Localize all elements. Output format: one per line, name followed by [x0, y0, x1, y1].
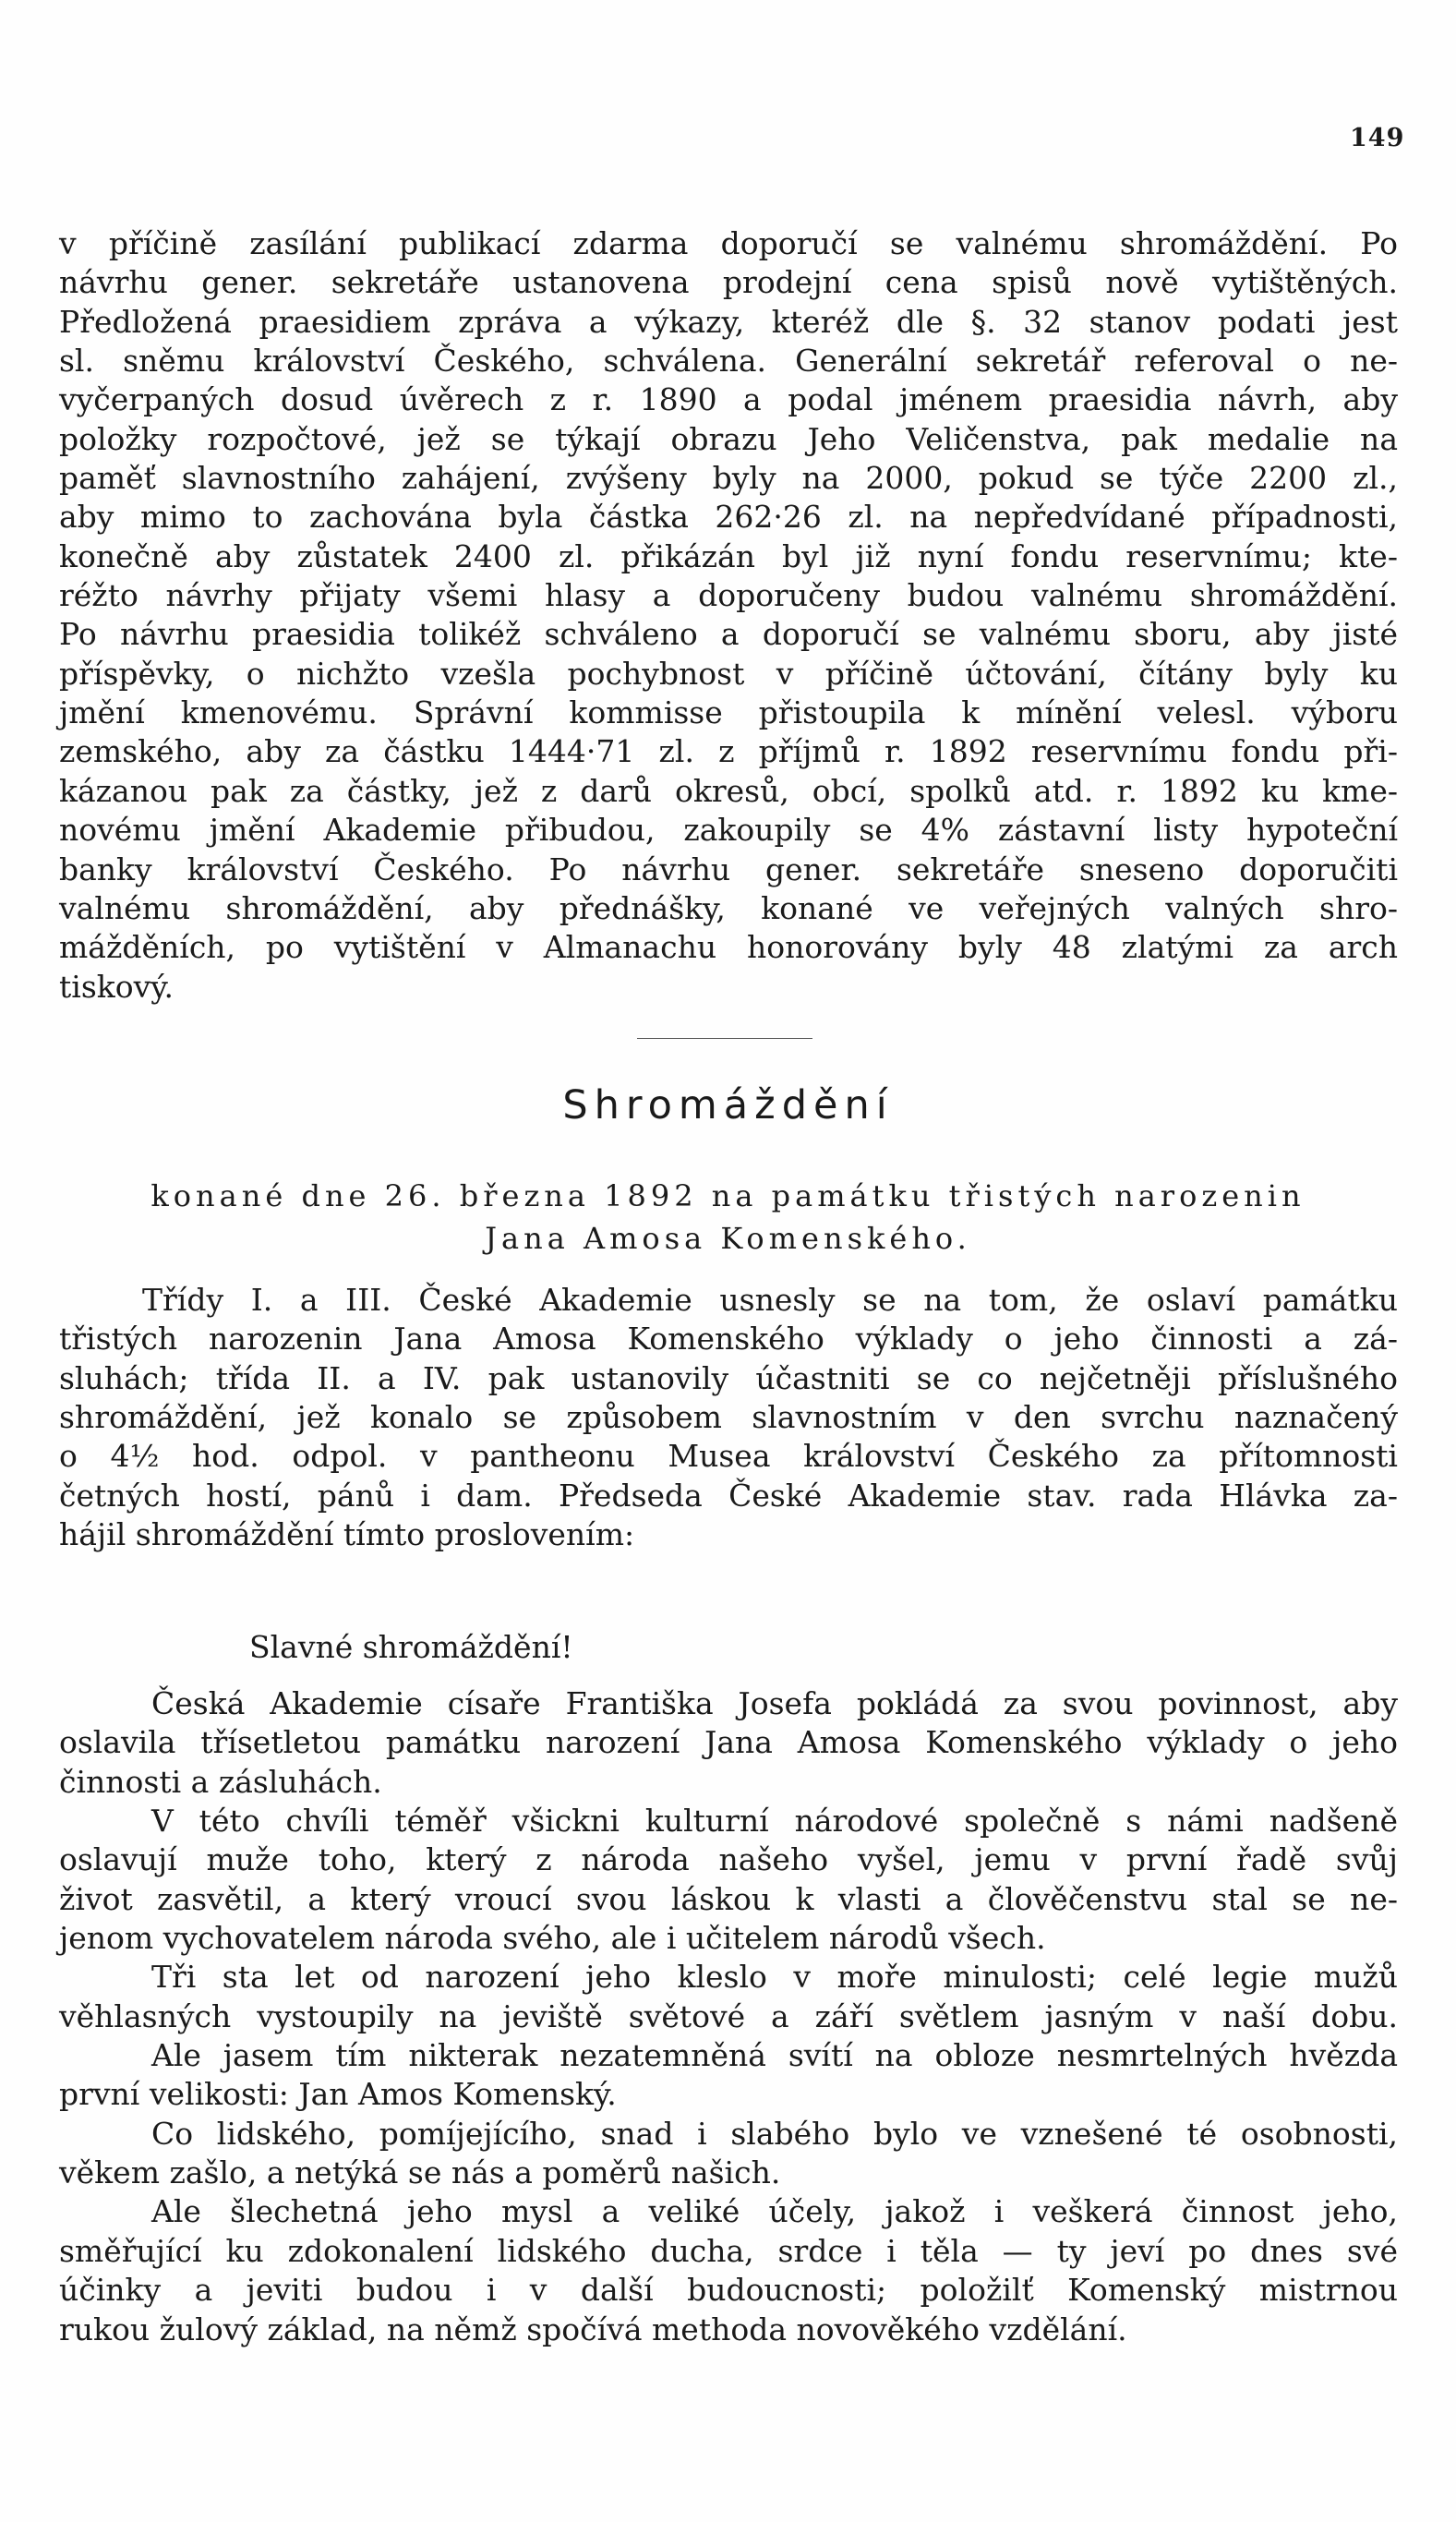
speech-salutation: Slavné shromáždění!	[249, 1629, 573, 1665]
text-line: první velikosti: Jan Amos Komenský.	[59, 2076, 617, 2113]
text-line: Předložená praesidiem zpráva a výkazy, kteréž dle §. 32 stanov podati jest	[59, 303, 1398, 340]
section-subheading-line-2: Jana Amosa Komenského.	[485, 1221, 971, 1256]
text-line: kázanou pak za částky, jež z darů okresů, obcí, spolků atd. r. 1892 ku kme-	[59, 772, 1398, 809]
text-line: účinky a jeviti budou i v další budoucnosti; položilť Komenský mistrnou	[59, 2272, 1398, 2309]
paragraph-commission-report	[59, 224, 1398, 1007]
text-line: o 4½ hod. odpol. v pantheonu Musea království Českého za přítomnosti	[59, 1438, 1398, 1475]
text-line: novému jmění Akademie přibudou, zakoupily se 4% zástavní listy hypoteční	[59, 812, 1398, 849]
text-line: oslavují muže toho, který z národa našeho vyšel, jemu v první řadě svůj	[59, 1841, 1398, 1878]
text-line: hájil shromáždění tímto proslovením:	[59, 1516, 635, 1553]
text-line: věhlasných vystoupily na jeviště světové a září světlem jasným v naší dobu.	[59, 1997, 1398, 2034]
text-line: valnému shromáždění, aby přednášky, konané ve veřejných valných shro-	[59, 889, 1398, 926]
text-line: jmění kmenovému. Správní kommisse přistoupila k mínění velesl. výboru	[59, 694, 1398, 731]
text-line: réžto návrhy přijaty všemi hlasy a doporučeny budou valnému shromáždění.	[59, 577, 1398, 614]
text-line: směřující ku zdokonalení lidského ducha, srdce i těla — ty jeví po dnes své	[59, 2232, 1398, 2269]
section-subheading-line-1: konané dne 26. března 1892 na památku třistých narozenin	[150, 1178, 1306, 1213]
text-line: sluhách; třída II. a IV. pak ustanovily účastniti se co nejčetněji příslušného	[59, 1359, 1398, 1396]
text-line: Tři sta let od narození jeho kleslo v moře minulosti; celé legie mužů	[151, 1959, 1398, 1996]
text-line: vyčerpaných dosud úvěrech z r. 1890 a podal jménem praesidia návrh, aby	[59, 381, 1398, 418]
text-line: věkem zašlo, a netýká se nás a poměrů našich.	[59, 2154, 781, 2191]
text-line: Po návrhu praesidia tolikéž schváleno a doporučí se valnému sboru, aby jisté	[59, 616, 1398, 653]
text-line: shromáždění, jež konalo se způsobem slavnostním v den svrchu naznačený	[59, 1399, 1398, 1436]
text-line: konečně aby zůstatek 2400 zl. přikázán byl již nyní fondu reservnímu; kte-	[59, 537, 1398, 574]
text-line: aby mimo to zachována byla částka 262·26 zl. na nepředvídané případnosti,	[59, 499, 1398, 536]
text-line: mážděních, po vytištění v Almanachu honorovány byly 48 zlatými za arch	[59, 929, 1398, 966]
text-line: položky rozpočtové, jež se týkají obrazu Jeho Veličenstva, pak medalie na	[59, 420, 1398, 457]
text-line: V této chvíli téměř všickni kulturní národové společně s námi nadšeně	[151, 1803, 1398, 1840]
text-line: život zasvětil, a který vroucí svou láskou k vlasti a člověčenstvu stal se ne-	[59, 1880, 1398, 1917]
text-line: Ale jasem tím nikterak nezatemněná svítí na obloze nesmrtelných hvězda	[151, 2037, 1398, 2074]
text-line: tiskový.	[59, 968, 174, 1005]
text-line: v příčině zasílání publikací zdarma doporučí se valnému shromáždění. Po	[59, 225, 1398, 261]
text-line: činnosti a zásluhách.	[59, 1763, 382, 1800]
page-number: 149	[1350, 124, 1405, 152]
text-line: oslavila třísetletou památku narození Jana Amosa Komenského výklady o jeho	[59, 1724, 1398, 1761]
section-heading: Shromáždění	[562, 1082, 894, 1128]
text-line: sl. sněmu království Českého, schválena. Generální sekretář referoval o ne-	[59, 343, 1398, 380]
speech-text	[59, 1684, 1398, 2349]
text-line: Česká Akademie císaře Františka Josefa pokládá za svou povinnost, aby	[151, 1685, 1398, 1721]
text-line: třistých narozenin Jana Amosa Komenského výklady o jeho činnosti a zá-	[59, 1321, 1398, 1358]
text-line: zemského, aby za částku 1444·71 zl. z příjmů r. 1892 reservnímu fondu při-	[59, 733, 1398, 770]
text-line: Ale šlechetná jeho mysl a veliké účely, jakož i veškerá činnost jeho,	[151, 2193, 1398, 2230]
text-line: paměť slavnostního zahájení, zvýšeny byly na 2000, pokud se týče 2200 zl.,	[59, 460, 1398, 497]
text-line: rukou žulový základ, na němž spočívá methoda novověkého vzdělání.	[59, 2311, 1127, 2347]
text-line: příspěvky, o nichžto vzešla pochybnost v příčině účtování, čítány byly ku	[59, 655, 1398, 692]
section-divider	[637, 1038, 812, 1039]
text-line: banky království Českého. Po návrhu gener. sekretáře sneseno doporučiti	[59, 851, 1398, 887]
text-line: četných hostí, pánů i dam. Předseda České Akademie stav. rada Hlávka za-	[59, 1477, 1398, 1514]
paragraph-intro	[59, 1281, 1398, 1554]
text-line: návrhu gener. sekretáře ustanovena prodejní cena spisů nově vytištěných.	[59, 264, 1398, 301]
text-line: Třídy I. a III. České Akademie usnesly se na tom, že oslaví památku	[142, 1282, 1398, 1318]
text-line: Co lidského, pomíjejícího, snad i slabého bylo ve vznešené té osobnosti,	[151, 2115, 1398, 2152]
text-line: jenom vychovatelem národa svého, ale i učitelem národů všech.	[59, 1920, 1046, 1957]
